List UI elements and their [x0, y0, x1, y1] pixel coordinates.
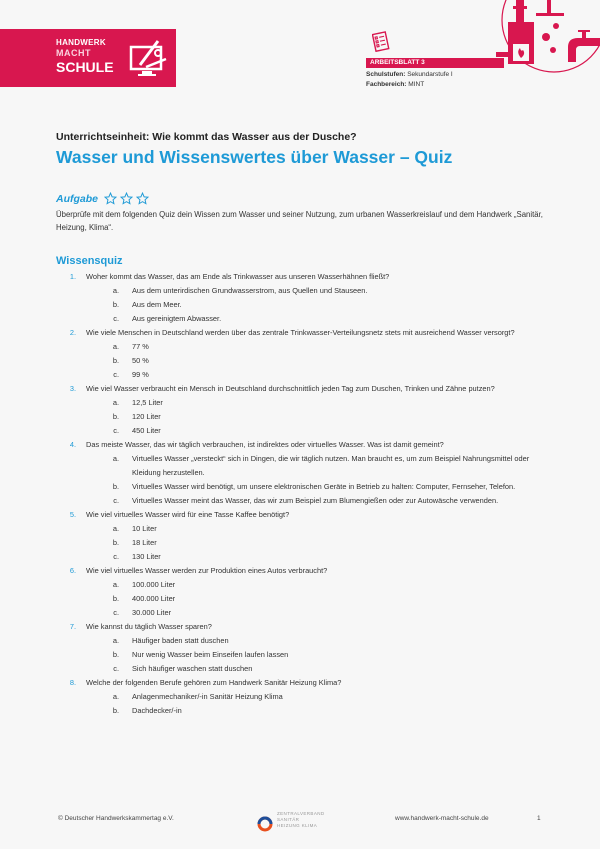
option-text: 50 %: [132, 356, 149, 365]
logo-line-2: MACHT: [56, 48, 91, 58]
answer-option: [56, 368, 556, 382]
option-letter: b.: [112, 300, 119, 309]
answer-option: [56, 452, 556, 480]
option-letter: b.: [112, 482, 119, 491]
quiz-list: [56, 270, 556, 718]
worksheet-info: [366, 58, 506, 90]
subject-label: Fachbereich:: [366, 81, 407, 88]
option-text: 130 Liter: [132, 552, 161, 561]
quiz-question-1: [56, 270, 556, 326]
option-letter: b.: [112, 650, 119, 659]
handwerk-macht-schule-logo: [0, 29, 176, 87]
option-text: 77 %: [132, 342, 149, 351]
option-text: Virtuelles Wasser meint das Wasser, das wir zum Beispiel zum Blumengießen oder zur Autowäsche verwenden.: [132, 496, 499, 505]
monitor-tools-icon: [128, 37, 172, 81]
question-text: Wie viel Wasser verbraucht ein Mensch in Deutschland durchschnittlich jeden Tag zum Duschen, Trinken und Zähne putzen?: [86, 384, 495, 393]
answer-option: [56, 340, 556, 354]
option-letter: b.: [112, 594, 119, 603]
answer-option: [56, 396, 556, 410]
answer-option: [56, 662, 556, 676]
answer-option: [56, 410, 556, 424]
question-text: Woher kommt das Wasser, das am Ende als Trinkwasser aus unseren Wasserhähnen fließt?: [86, 272, 390, 281]
option-letter: a.: [112, 580, 119, 589]
worksheet-label: ARBEITSBLATT 3: [366, 58, 504, 68]
option-text: 120 Liter: [132, 412, 161, 421]
option-text: 30.000 Liter: [132, 608, 172, 617]
option-letter: a.: [112, 692, 119, 701]
option-text: Aus dem unterirdischen Grundwasserstrom, aus Quellen und Stauseen.: [132, 286, 368, 295]
quiz-question-6: [56, 564, 556, 620]
option-letter: b.: [112, 538, 119, 547]
subject-value: MINT: [408, 81, 425, 88]
option-letter: a.: [112, 398, 119, 407]
option-letter: c.: [113, 426, 119, 435]
answer-option: [56, 312, 556, 326]
zvshk-logo: [257, 808, 325, 832]
option-letter: b.: [112, 356, 119, 365]
task-label: Aufgabe: [56, 192, 98, 205]
question-number: 3.: [69, 384, 76, 393]
answer-option: [56, 550, 556, 564]
zvshk-line-1: ZENTRALVERBAND: [277, 811, 325, 816]
zvshk-line-3: HEIZUNG KLIMA: [277, 823, 318, 828]
option-text: 99 %: [132, 370, 149, 379]
answer-option: [56, 480, 556, 494]
option-text: Sich häufiger waschen statt duschen: [132, 664, 253, 673]
question-number: 2.: [69, 328, 76, 337]
option-letter: c.: [113, 496, 119, 505]
option-text: Virtuelles Wasser „versteckt“ sich in Dingen, die wir täglich nutzen. Man braucht es, um zum Beispiel Nahrungsmittel oder Kleidung herzustellen.: [132, 454, 530, 477]
page-title: Wasser und Wissenswertes über Wasser – Quiz: [56, 147, 453, 167]
quiz-question-8: [56, 676, 556, 718]
option-text: Nur wenig Wasser beim Einseifen laufen lassen: [132, 650, 289, 659]
answer-option: [56, 648, 556, 662]
school-level-value: Sekundarstufe I: [407, 71, 453, 78]
question-number: 4.: [69, 440, 76, 449]
option-letter: a.: [112, 342, 119, 351]
question-text: Wie kannst du täglich Wasser sparen?: [86, 622, 212, 631]
answer-option: [56, 522, 556, 536]
answer-option: [56, 298, 556, 312]
logo-line-3: SCHULE: [56, 59, 114, 75]
task-heading: [56, 192, 149, 205]
quiz-question-4: [56, 438, 556, 508]
teaching-unit-heading: Unterrichtseinheit: Wie kommt das Wasser aus der Dusche?: [56, 131, 357, 143]
zvshk-name: [277, 811, 325, 829]
option-letter: a.: [112, 524, 119, 533]
star-icon: [136, 192, 149, 205]
answer-option: [56, 536, 556, 550]
option-text: Aus gereinigtem Abwasser.: [132, 314, 222, 323]
answer-option: [56, 690, 556, 704]
page-number: 1: [537, 815, 541, 822]
zvshk-ring-icon: [257, 816, 273, 832]
option-text: Dachdecker/-in: [132, 706, 182, 715]
answer-option: [56, 424, 556, 438]
question-number: 5.: [69, 510, 76, 519]
answer-option: [56, 606, 556, 620]
copyright-text: © Deutscher Handwerkskammertag e.V.: [58, 815, 174, 822]
option-letter: b.: [112, 412, 119, 421]
answer-option: [56, 634, 556, 648]
question-text: Wie viel virtuelles Wasser werden zur Produktion eines Autos verbraucht?: [86, 566, 328, 575]
school-level-label: Schulstufen:: [366, 71, 406, 78]
option-letter: b.: [112, 706, 119, 715]
quiz-question-3: [56, 382, 556, 438]
difficulty-stars: [104, 192, 149, 205]
answer-option: [56, 284, 556, 298]
question-number: 6.: [69, 566, 76, 575]
option-text: Häufiger baden statt duschen: [132, 636, 229, 645]
quiz-question-7: [56, 620, 556, 676]
question-number: 1.: [69, 272, 76, 281]
option-text: 100.000 Liter: [132, 580, 176, 589]
question-text: Welche der folgenden Berufe gehören zum Handwerk Sanitär Heizung Klima?: [86, 678, 342, 687]
option-letter: a.: [112, 454, 119, 463]
quiz-heading: Wissensquiz: [56, 255, 123, 267]
option-text: 18 Liter: [132, 538, 157, 547]
question-text: Wie viele Menschen in Deutschland werden über das zentrale Trinkwasser-Verteilungsnetz stets mit ausreichend Wasser versorgt?: [86, 328, 515, 337]
zvshk-line-2: SANITÄR: [277, 817, 300, 822]
logo-line-1: HANDWERK: [56, 38, 106, 47]
option-text: 10 Liter: [132, 524, 157, 533]
option-letter: c.: [113, 314, 119, 323]
option-text: Virtuelles Wasser wird benötigt, um unsere elektronischen Geräte in Betrieb zu halten: Computer, Fernseher, Telefon.: [132, 482, 516, 491]
quiz-question-5: [56, 508, 556, 564]
question-text: Wie viel virtuelles Wasser wird für eine Tasse Kaffee benötigt?: [86, 510, 290, 519]
star-icon: [104, 192, 117, 205]
option-text: 12,5 Liter: [132, 398, 163, 407]
question-number: 8.: [69, 678, 76, 687]
answer-option: [56, 494, 556, 508]
answer-option: [56, 704, 556, 718]
option-letter: c.: [113, 664, 119, 673]
subject-area: [366, 80, 506, 90]
question-number: 7.: [69, 622, 76, 631]
option-text: 400.000 Liter: [132, 594, 176, 603]
answer-option: [56, 592, 556, 606]
star-icon: [120, 192, 133, 205]
clipboard-checklist-icon: [372, 30, 390, 52]
answer-option: [56, 578, 556, 592]
option-letter: c.: [113, 552, 119, 561]
option-letter: c.: [113, 370, 119, 379]
logo-text: [56, 39, 114, 74]
quiz-question-2: [56, 326, 556, 382]
plumbing-illustration-icon: [496, 0, 600, 92]
website-link[interactable]: www.handwerk-macht-schule.de: [395, 815, 489, 822]
option-letter: a.: [112, 636, 119, 645]
question-text: Das meiste Wasser, das wir täglich verbrauchen, ist indirektes oder virtuelles Wasser. Was ist damit gemeint?: [86, 440, 444, 449]
option-text: 450 Liter: [132, 426, 161, 435]
option-text: Anlagenmechaniker/-in Sanitär Heizung Klima: [132, 692, 283, 701]
answer-option: [56, 354, 556, 368]
option-text: Aus dem Meer.: [132, 300, 182, 309]
option-letter: c.: [113, 608, 119, 617]
page-footer: [0, 808, 600, 838]
school-level: [366, 70, 506, 80]
option-letter: a.: [112, 286, 119, 295]
task-description: Überprüfe mit dem folgenden Quiz dein Wissen zum Wasser und seiner Nutzung, zum urbanen Wasserkreislauf und dem Handwerk „Sanitär, Heizung, Klima“.: [56, 210, 543, 232]
